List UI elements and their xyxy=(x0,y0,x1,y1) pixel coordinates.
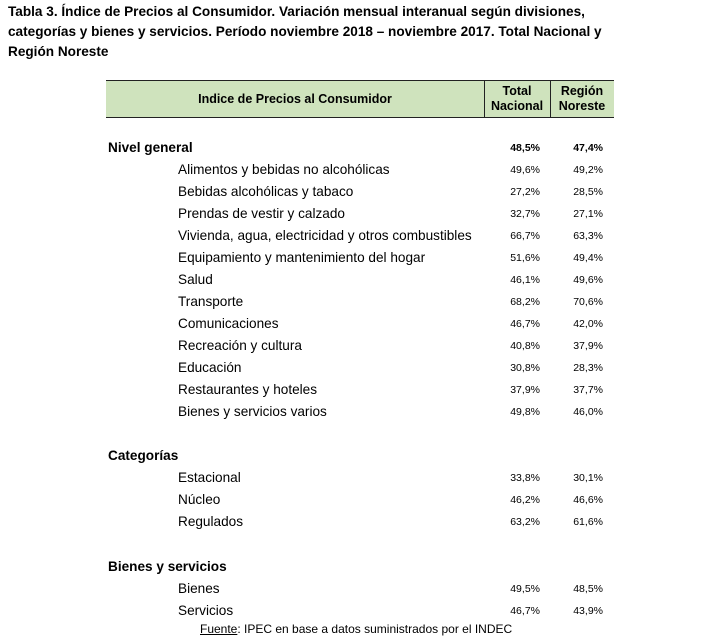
table-row: Comunicaciones 46,7% 42,0% xyxy=(178,316,603,331)
section-nivel-general: Nivel general 48,5% 47,4% xyxy=(108,140,603,155)
table-row: Servicios 46,7% 43,9% xyxy=(178,603,603,618)
section-bienes-servicios: Bienes y servicios xyxy=(108,559,227,574)
table-row: Bienes y servicios varios 49,8% 46,0% xyxy=(178,404,603,419)
table-row: Bebidas alcohólicas y tabaco 27,2% 28,5% xyxy=(178,184,603,199)
header-region-noreste: Región Noreste xyxy=(558,84,606,113)
header-label: Indice de Precios al Consumidor xyxy=(198,91,392,106)
table-row: Salud 46,1% 49,6% xyxy=(178,272,603,287)
table-row: Educación 30,8% 28,3% xyxy=(178,360,603,375)
source-label: Fuente xyxy=(200,622,238,636)
header-total-nacional: Total Nacional xyxy=(490,84,544,113)
source-text: : IPEC en base a datos suministrados por el INDEC xyxy=(237,622,513,636)
table-row: Alimentos y bebidas no alcohólicas 49,6% 49,2% xyxy=(178,162,603,177)
table-row: Prendas de vestir y calzado 32,7% 27,1% xyxy=(178,206,603,221)
table-row: Bienes 49,5% 48,5% xyxy=(178,581,603,596)
title-line-1: Tabla 3. Índice de Precios al Consumidor. Variación mensual interanual según divisiones, xyxy=(8,4,585,19)
table-row: Restaurantes y hoteles 37,9% 37,7% xyxy=(178,382,603,397)
table-row: Equipamiento y mantenimiento del hogar 51,6% 49,4% xyxy=(178,250,603,265)
table-row: Regulados 63,2% 61,6% xyxy=(178,514,603,529)
table-row: Núcleo 46,2% 46,6% xyxy=(178,492,603,507)
source-footnote xyxy=(200,622,512,636)
table-row: Transporte 68,2% 70,6% xyxy=(178,294,603,309)
table-row: Vivienda, agua, electricidad y otros combustibles 66,7% 63,3% xyxy=(178,228,603,243)
section-categorias: Categorías xyxy=(108,448,179,463)
table-header xyxy=(106,80,614,118)
title-line-2: categorías y bienes y servicios. Período noviembre 2018 – noviembre 2017. Total Nacional y xyxy=(8,24,602,39)
title-line-3: Región Noreste xyxy=(8,44,109,59)
table-title xyxy=(8,2,708,62)
table-row: Recreación y cultura 40,8% 37,9% xyxy=(178,338,603,353)
table-row: Estacional 33,8% 30,1% xyxy=(178,470,603,485)
